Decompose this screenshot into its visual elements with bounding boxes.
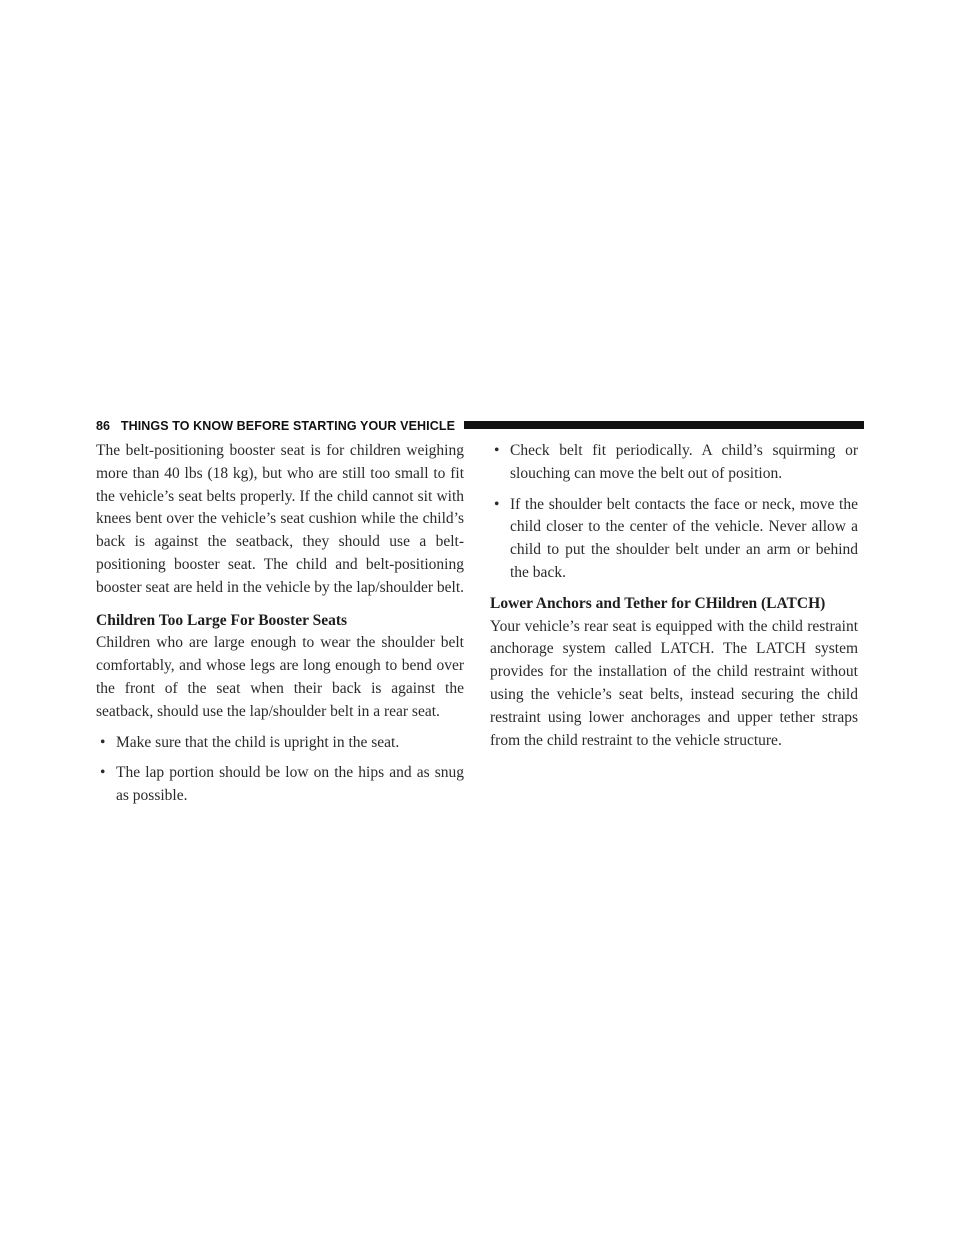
list-item: [490, 440, 858, 486]
list-item-text: The lap portion should be low on the hips and as snug as possible.: [116, 764, 464, 805]
page-header: [96, 418, 864, 434]
list-item: [96, 762, 464, 808]
right-column: [490, 440, 858, 752]
list-item-text: If the shoulder belt contacts the face or neck, move the child closer to the center of the vehicle. Never allow a child to put the shoulder belt under an arm or behind the back.: [510, 495, 858, 581]
list-item: [96, 732, 464, 755]
list-item-text: Check belt fit periodically. A child’s squirming or slouching can move the belt out of position.: [510, 442, 858, 482]
section-heading-latch: Lower Anchors and Tether for CHildren (LATCH): [490, 594, 826, 612]
bullet-icon: •: [494, 495, 500, 513]
large-children-paragraph: Children who are large enough to wear the shoulder belt comfortably, and whose legs are long enough to bend over the front of the seat when their back is against the seatback, should use the lap/shoulder belt in a rear seat.: [96, 634, 464, 720]
header-text: [96, 418, 455, 434]
page-number: 86: [96, 419, 111, 433]
bullet-icon: •: [100, 733, 106, 751]
bullet-icon: •: [100, 764, 106, 782]
right-bullet-list: [490, 440, 858, 585]
bullet-icon: •: [494, 442, 500, 459]
intro-paragraph: The belt-positioning booster seat is for children weighing more than 40 lbs (18 kg), but who are still too small to fit the vehicle’s seat belts properly. If the child cannot sit with knees bent over the vehicle’s seat cushion while the child’s back is against the seatback, they should use a belt-positioning booster seat. The child and belt-positioning booster seat are held in the vehicle by the lap/shoulder belt.: [96, 442, 465, 596]
latch-paragraph: Your vehicle’s rear seat is equipped with the child restraint anchorage system called LATCH. The LATCH system provides for the installation of the child restraint without using the vehicle’s seat belts, instead securing the child restraint using lower anchorages and upper tether straps from the child restraint to the vehicle structure.: [490, 617, 858, 749]
section-heading-large-children: Children Too Large For Booster Seats: [96, 611, 348, 629]
left-column: [96, 440, 464, 808]
left-bullet-list: [96, 732, 464, 808]
header-rule: [464, 421, 864, 429]
list-item-text: Make sure that the child is upright in the seat.: [116, 733, 400, 751]
list-item: [490, 494, 858, 585]
section-title: THINGS TO KNOW BEFORE STARTING YOUR VEHICLE: [120, 419, 456, 433]
